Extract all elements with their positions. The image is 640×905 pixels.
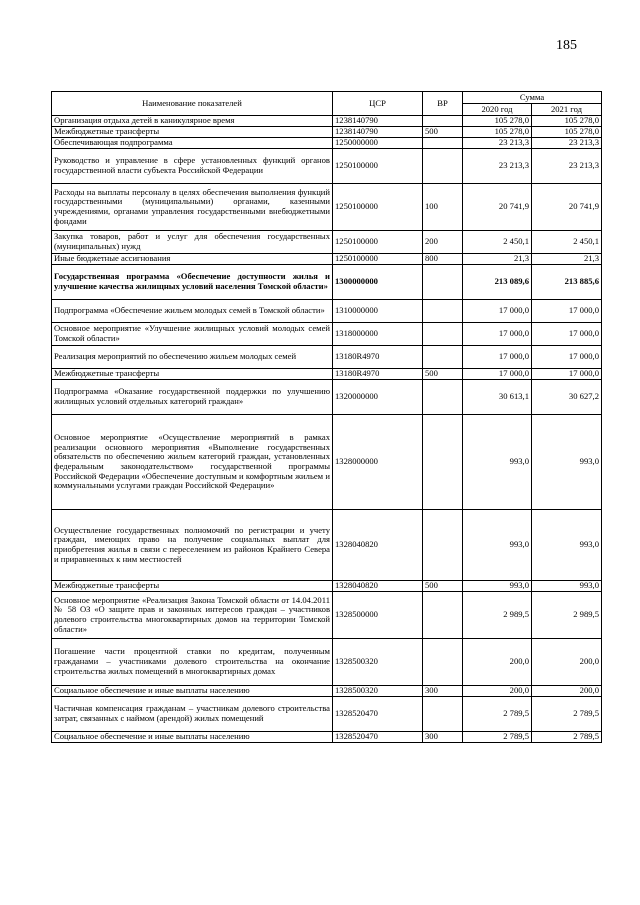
row-sum-2021: 20 741,9 [532, 184, 602, 231]
row-name: Реализация мероприятий по обеспечению жильем молодых семей [52, 346, 333, 369]
row-name: Иные бюджетные ассигнования [52, 254, 333, 265]
row-sum-2020: 105 278,0 [463, 116, 532, 127]
row-name: Основное мероприятие «Осуществление мероприятий в рамках реализации основного мероприятия «Выполнение государственных обязательств по обеспечению жильем категорий граждан, установленных федеральным законодательством» государственной программы Российской Федерации «Обеспечение доступным и комфортным жильем и коммунальными услугами граждан Российской Федерации» [52, 415, 333, 510]
row-name: Частичная компенсация гражданам – участникам долевого строительства затрат, связанных с наймом (арендой) жилых помещений [52, 697, 333, 732]
row-sum-2020: 23 213,3 [463, 138, 532, 149]
table-row [52, 127, 602, 138]
row-sum-2020: 993,0 [463, 510, 532, 581]
header-name: Наименование показателей [52, 92, 333, 116]
table-row [52, 686, 602, 697]
row-name: Межбюджетные трансферты [52, 127, 333, 138]
row-vr: 500 [423, 581, 463, 592]
row-name: Закупка товаров, работ и услуг для обеспечения государственных (муниципальных) нужд [52, 231, 333, 254]
row-sum-2021: 2 789,5 [532, 732, 602, 743]
row-sum-2021: 105 278,0 [532, 116, 602, 127]
row-csr: 1250100000 [333, 149, 423, 184]
row-csr: 1238140790 [333, 116, 423, 127]
row-name: Межбюджетные трансферты [52, 581, 333, 592]
row-sum-2021: 213 885,6 [532, 265, 602, 300]
row-name: Подпрограмма «Оказание государственной поддержки по улучшению жилищных условий отдельных категорий граждан» [52, 380, 333, 415]
row-csr: 1250100000 [333, 184, 423, 231]
row-sum-2021: 23 213,3 [532, 149, 602, 184]
row-name: Подпрограмма «Обеспечение жильем молодых семей в Томской области» [52, 300, 333, 323]
row-csr: 1328040820 [333, 510, 423, 581]
row-name: Осуществление государственных полномочий по регистрации и учету граждан, имеющих право на получение социальных выплат для приобретения жилья в связи с переселением из районов Крайнего Севера и приравненных к ним местностей [52, 510, 333, 581]
row-name: Организация отдыха детей в каникулярное время [52, 116, 333, 127]
row-vr [423, 265, 463, 300]
table-row [52, 184, 602, 231]
row-vr [423, 697, 463, 732]
budget-table [51, 91, 602, 743]
row-csr: 1318000000 [333, 323, 423, 346]
row-csr: 1328000000 [333, 415, 423, 510]
row-vr [423, 510, 463, 581]
table-row [52, 138, 602, 149]
row-vr: 800 [423, 254, 463, 265]
row-name: Обеспечивающая подпрограмма [52, 138, 333, 149]
table-row [52, 732, 602, 743]
row-vr [423, 415, 463, 510]
row-sum-2021: 21,3 [532, 254, 602, 265]
table-row [52, 231, 602, 254]
row-vr [423, 149, 463, 184]
row-vr [423, 138, 463, 149]
row-sum-2020: 200,0 [463, 639, 532, 686]
row-csr: 1328500320 [333, 639, 423, 686]
row-sum-2021: 17 000,0 [532, 346, 602, 369]
row-sum-2021: 17 000,0 [532, 300, 602, 323]
row-csr: 1250000000 [333, 138, 423, 149]
row-sum-2020: 200,0 [463, 686, 532, 697]
row-csr: 1328500320 [333, 686, 423, 697]
row-sum-2020: 993,0 [463, 581, 532, 592]
table-row [52, 639, 602, 686]
row-sum-2020: 21,3 [463, 254, 532, 265]
header-sum: Сумма [463, 92, 602, 104]
row-vr [423, 592, 463, 639]
row-sum-2020: 993,0 [463, 415, 532, 510]
row-vr: 100 [423, 184, 463, 231]
row-sum-2021: 23 213,3 [532, 138, 602, 149]
row-csr: 1328520470 [333, 732, 423, 743]
table-row [52, 369, 602, 380]
table-row [52, 323, 602, 346]
row-sum-2020: 2 450,1 [463, 231, 532, 254]
row-vr: 200 [423, 231, 463, 254]
row-sum-2020: 23 213,3 [463, 149, 532, 184]
table-row [52, 415, 602, 510]
row-csr: 1250100000 [333, 231, 423, 254]
row-name: Социальное обеспечение и иные выплаты населению [52, 686, 333, 697]
row-csr: 1300000000 [333, 265, 423, 300]
table-body [52, 116, 602, 743]
table-row [52, 380, 602, 415]
row-vr [423, 116, 463, 127]
row-sum-2020: 17 000,0 [463, 369, 532, 380]
row-sum-2021: 105 278,0 [532, 127, 602, 138]
row-name: Социальное обеспечение и иные выплаты населению [52, 732, 333, 743]
row-sum-2021: 30 627,2 [532, 380, 602, 415]
row-name: Межбюджетные трансферты [52, 369, 333, 380]
row-vr: 300 [423, 686, 463, 697]
row-csr: 13180R4970 [333, 346, 423, 369]
table-row [52, 510, 602, 581]
row-csr: 1328520470 [333, 697, 423, 732]
row-name: Погашение части процентной ставки по кредитам, полученным гражданами – участниками долевого строительства на окончание строительства жилых помещений в многоквартирных домах [52, 639, 333, 686]
row-name: Государственная программа «Обеспечение доступности жилья и улучшение качества жилищных условий населения Томской области» [52, 265, 333, 300]
row-sum-2021: 993,0 [532, 510, 602, 581]
row-vr: 300 [423, 732, 463, 743]
row-vr: 500 [423, 127, 463, 138]
header-year-2021: 2021 год [532, 104, 602, 116]
header-csr: ЦСР [333, 92, 423, 116]
row-name: Основное мероприятие «Улучшение жилищных условий молодых семей Томской области» [52, 323, 333, 346]
header-vr: ВР [423, 92, 463, 116]
row-vr [423, 346, 463, 369]
table-header [52, 92, 602, 116]
row-sum-2021: 200,0 [532, 686, 602, 697]
table-row [52, 149, 602, 184]
row-sum-2021: 200,0 [532, 639, 602, 686]
row-name: Основное мероприятие «Реализация Закона Томской области от 14.04.2011 № 58 ОЗ «О защите прав и законных интересов граждан – участников долевого строительства многоквартирных домов на территории Томской области» [52, 592, 333, 639]
row-csr: 1328040820 [333, 581, 423, 592]
table-row [52, 697, 602, 732]
row-csr: 1310000000 [333, 300, 423, 323]
table-row [52, 265, 602, 300]
row-sum-2020: 30 613,1 [463, 380, 532, 415]
row-sum-2020: 2 789,5 [463, 732, 532, 743]
row-csr: 1238140790 [333, 127, 423, 138]
row-vr [423, 300, 463, 323]
row-sum-2020: 20 741,9 [463, 184, 532, 231]
row-sum-2020: 105 278,0 [463, 127, 532, 138]
row-vr [423, 639, 463, 686]
row-csr: 1320000000 [333, 380, 423, 415]
row-csr: 1328500000 [333, 592, 423, 639]
row-sum-2020: 2 989,5 [463, 592, 532, 639]
row-vr [423, 380, 463, 415]
row-sum-2021: 2 989,5 [532, 592, 602, 639]
row-sum-2020: 2 789,5 [463, 697, 532, 732]
row-sum-2021: 2 789,5 [532, 697, 602, 732]
page-number: 185 [556, 38, 577, 53]
row-sum-2020: 17 000,0 [463, 323, 532, 346]
table-row [52, 581, 602, 592]
row-name: Расходы на выплаты персоналу в целях обеспечения выполнения функций государственными (муниципальными) органами, казенными учреждениями, органами управления государственными внебюджетными фондами [52, 184, 333, 231]
header-year-2020: 2020 год [463, 104, 532, 116]
row-vr: 500 [423, 369, 463, 380]
row-sum-2020: 17 000,0 [463, 300, 532, 323]
row-name: Руководство и управление в сфере установленных функций органов государственной власти субъекта Российской Федерации [52, 149, 333, 184]
row-csr: 13180R4970 [333, 369, 423, 380]
table-row [52, 346, 602, 369]
table-row [52, 300, 602, 323]
row-vr [423, 323, 463, 346]
row-sum-2021: 993,0 [532, 415, 602, 510]
table-row [52, 116, 602, 127]
row-sum-2020: 17 000,0 [463, 346, 532, 369]
row-sum-2021: 993,0 [532, 581, 602, 592]
row-sum-2021: 17 000,0 [532, 323, 602, 346]
row-sum-2020: 213 089,6 [463, 265, 532, 300]
table-row [52, 254, 602, 265]
row-csr: 1250100000 [333, 254, 423, 265]
table-row [52, 592, 602, 639]
row-sum-2021: 2 450,1 [532, 231, 602, 254]
row-sum-2021: 17 000,0 [532, 369, 602, 380]
